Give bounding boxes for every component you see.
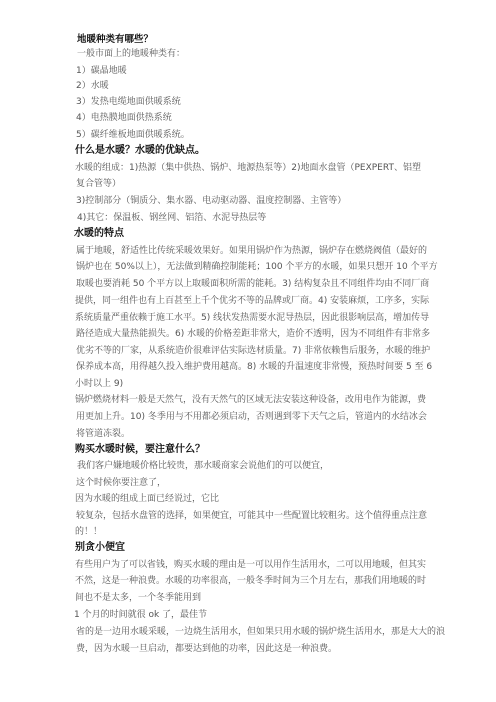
- paragraph-line: 属于地暖，舒适性比传统采暖效果好。如果用锅炉作为热源，锅炉存在燃烧阀值（最好的: [76, 246, 428, 256]
- paragraph-line: 锅炉也在 50%以上），无法做到精确控制能耗；100 个平方的水暖，如果只想开 10 个平方: [76, 262, 438, 272]
- paragraph-line: 费，因为水暖一旦启动，都要达到他的功率，因此这是一种浪费。: [76, 644, 338, 654]
- section-heading: 水暖的特点: [74, 228, 124, 239]
- paragraph-line: 这个时候你要注意了，: [76, 478, 167, 488]
- paragraph-line: 4）电热膜地面供热系统: [76, 113, 172, 123]
- paragraph-line: 3）发热电缆地面供暖系统: [76, 97, 181, 107]
- paragraph-line: 较复杂，包括水盘管的选择，如果便宜，可能其中一些配置比较粗劣。这个值得重点注意: [76, 511, 428, 521]
- paragraph-line: 优劣不等的厂家，从系统造价很难评估实际选材质量。7) 非常依赖售后服务，水暖的维护: [76, 346, 431, 356]
- paragraph-line: 将管道冻裂。: [76, 429, 131, 439]
- paragraph-line: 省的是一边用水暖采暖，一边烧生活用水，但如果只用水暖的锅炉烧生活用水，那是大大的浪: [76, 627, 446, 637]
- paragraph-line: 5）碳纤维板地面供暖系统。: [76, 130, 190, 140]
- paragraph-line: 提供，同一组件也有上百甚至上千个优劣不等的品牌或厂商。4) 安装麻烦，工序多，实际: [75, 296, 430, 306]
- paragraph-line: 锅炉燃烧材料一般是天然气，没有天然气的区域无法安装这种设备，改用电作为能源，费: [75, 395, 427, 405]
- section-heading: 别贪小便宜: [75, 542, 125, 553]
- paragraph-line: 有些用户为了可以省钱，购买水暖的理由是一可以用作生活用水，二可以用地暖，但其实: [75, 560, 427, 570]
- paragraph-line: 保养成本高，用得越久投入维护费用越高。8) 水暖的升温速度非常慢，预热时间要 5 至 6: [76, 362, 433, 372]
- paragraph-line: 不然，这是一种浪费。水暖的功率很高，一般冬季时间为三个月左右，那我们用地暖的时: [75, 576, 427, 586]
- paragraph-line: 路径造成大量热能损失。6) 水暖的价格差距非常大，造价不透明，因为不同组件有非常多: [76, 329, 431, 339]
- paragraph-line: 1 个月的时间就很 ok 了，最佳节: [74, 610, 208, 620]
- paragraph-line: 1）碳晶地暖: [76, 66, 127, 76]
- paragraph-line: 的！！: [75, 527, 103, 537]
- section-heading: 地暖种类有哪些？: [77, 34, 154, 45]
- paragraph-line: 水暖的组成：1)热源（集中供热、锅炉、地源热泵等）2)地面水盘管（PEXPERT、铝塑: [75, 163, 421, 173]
- paragraph-line: 我们客户嫌地暖价格比较贵，那水暖商家会说他们的可以便宜，: [77, 461, 330, 471]
- paragraph-line: 因为水暖的组成上面已经说过，它比: [75, 494, 220, 504]
- section-heading: 什么是水暖？水暖的优缺点。: [75, 145, 205, 156]
- section-heading: 购买水暖时候，要注意什么？: [75, 444, 205, 455]
- paragraph-line: 用更加上升。10) 冬季用与不用都必须启动，否则遇到零下天气之后，管道内的水结冰会: [76, 412, 427, 422]
- paragraph-line: 一般市面上的地暖种类有：: [77, 49, 186, 59]
- paragraph-line: 2）水暖: [76, 81, 109, 91]
- paragraph-line: 4)其它：保温板、钢丝网、铝箔、水泥导热层等: [77, 213, 267, 223]
- paragraph-line: 取暖也要消耗 50 个平方以上取暖面积所需的能耗。3) 结构复杂且不同组件均由不同厂商: [76, 279, 430, 289]
- paragraph-line: 系统质量严重依赖于施工水平。5) 线状发热需要水泥导热层，因此很影响层高，增加传导: [75, 313, 430, 323]
- paragraph-line: 间也不是太多，一个冬季能用到: [75, 593, 202, 603]
- paragraph-line: 小时以上 9): [75, 379, 124, 389]
- paragraph-line: 3)控制部分（铜质分、集水器、电动驱动器、温度控制器、主管等）: [76, 196, 347, 206]
- paragraph-line: 复合管等）: [76, 179, 122, 189]
